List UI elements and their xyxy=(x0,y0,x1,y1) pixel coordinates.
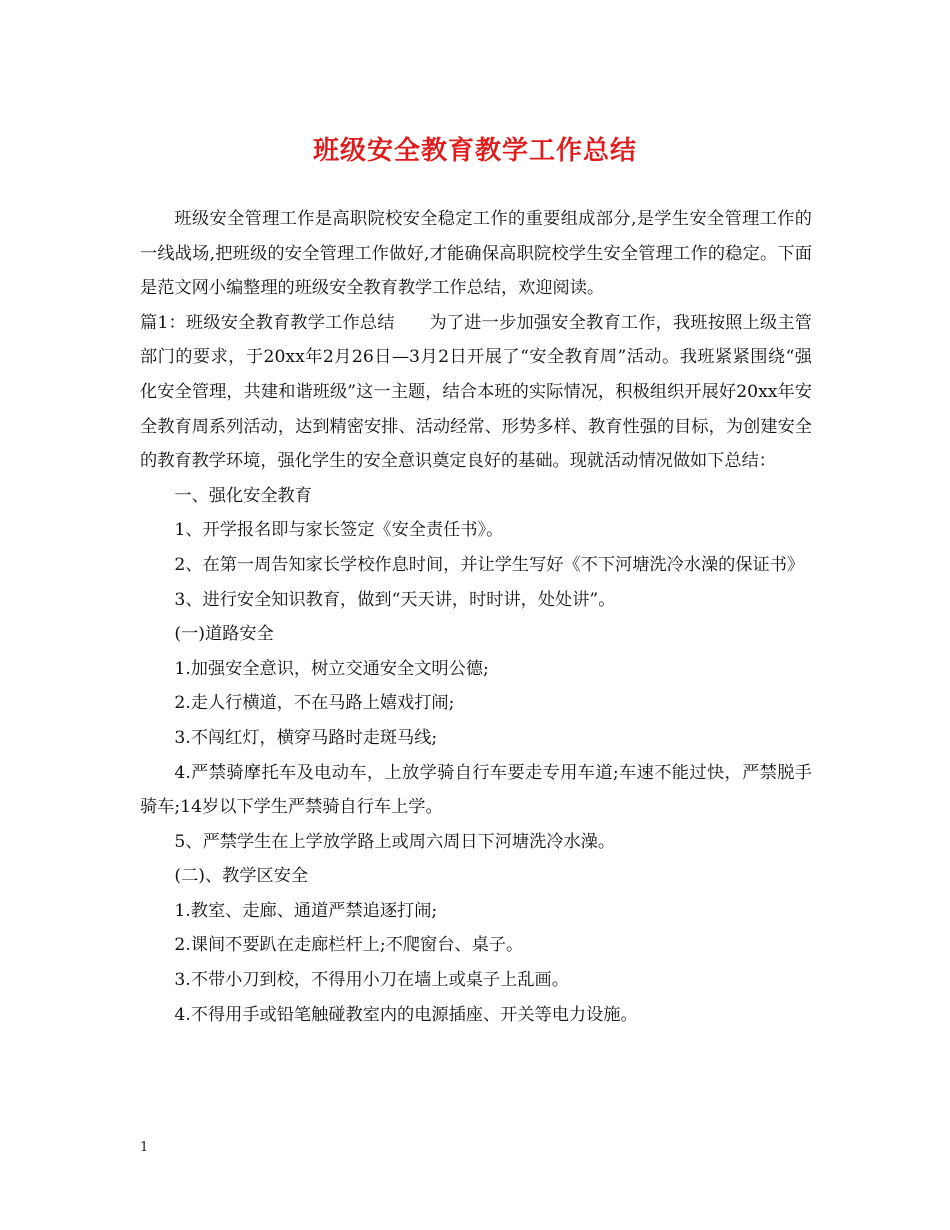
paragraph: 2.走人行横道，不在马路上嬉戏打闹; xyxy=(174,693,455,714)
paragraph: 4.严禁骑摩托车及电动车，上放学骑自行车要走专用车道;车速不能过快，严禁脱手骑车;14岁以下学生严禁骑自行车上学。 xyxy=(140,762,812,818)
paragraph: 3.不带小刀到校，不得用小刀在墙上或桌子上乱画。 xyxy=(174,970,569,991)
paragraph: 1、开学报名即与家长签定《安全责任书》。 xyxy=(174,520,504,541)
page-number: 1 xyxy=(140,1140,149,1155)
paragraph: (一)道路安全 xyxy=(174,624,274,645)
document-body xyxy=(140,202,812,1032)
paragraph: (二)、教学区安全 xyxy=(174,866,309,887)
paragraph: 3、进行安全知识教育，做到“天天讲，时时讲，处处讲”。 xyxy=(174,589,616,610)
paragraph: 3.不闯红灯，横穿马路时走斑马线; xyxy=(174,727,438,748)
paragraph: 班级安全管理工作是高职院校安全稳定工作的重要组成部分,是学生安全管理工作的一线战场,把班级的安全管理工作做好,才能确保高职院校学生安全管理工作的稳定。下面是范文网小编整理的班级安全教育教学工作总结，欢迎阅读。 xyxy=(140,209,812,299)
paragraph: 一、强化安全教育 xyxy=(174,485,312,506)
paragraph: 4.不得用手或铅笔触碰教室内的电源插座、开关等电力设施。 xyxy=(174,1004,638,1025)
paragraph: 5、严禁学生在上学放学路上或周六周日下河塘洗冷水澡。 xyxy=(174,831,616,852)
document-title: 班级安全教育教学工作总结 xyxy=(312,136,637,166)
paragraph: 篇1：班级安全教育教学工作总结 为了进一步加强安全教育工作，我班按照上级主管部门的要求，于20xx年2月26日—3月2日开展了“安全教育周”活动。我班紧紧围绕“强化安全管理，共建和谐班级”这一主题，结合本班的实际情况，积极组织开展好20xx年安全教育周系列活动，达到精密安排、活动经常、形势多样、教育性强的目标，为创建安全的教育教学环境，强化学生的安全意识奠定良好的基础。现就活动情况做如下总结： xyxy=(140,312,812,472)
paragraph: 2.课间不要趴在走廊栏杆上;不爬窗台、桌子。 xyxy=(174,935,524,956)
paragraph: 1.教室、走廊、通道严禁追逐打闹; xyxy=(174,900,438,921)
paragraph: 1.加强安全意识，树立交通安全文明公德; xyxy=(174,658,489,679)
paragraph: 2、在第一周告知家长学校作息时间，并让学生写好《不下河塘洗冷水澡的保证书》 xyxy=(174,554,805,575)
